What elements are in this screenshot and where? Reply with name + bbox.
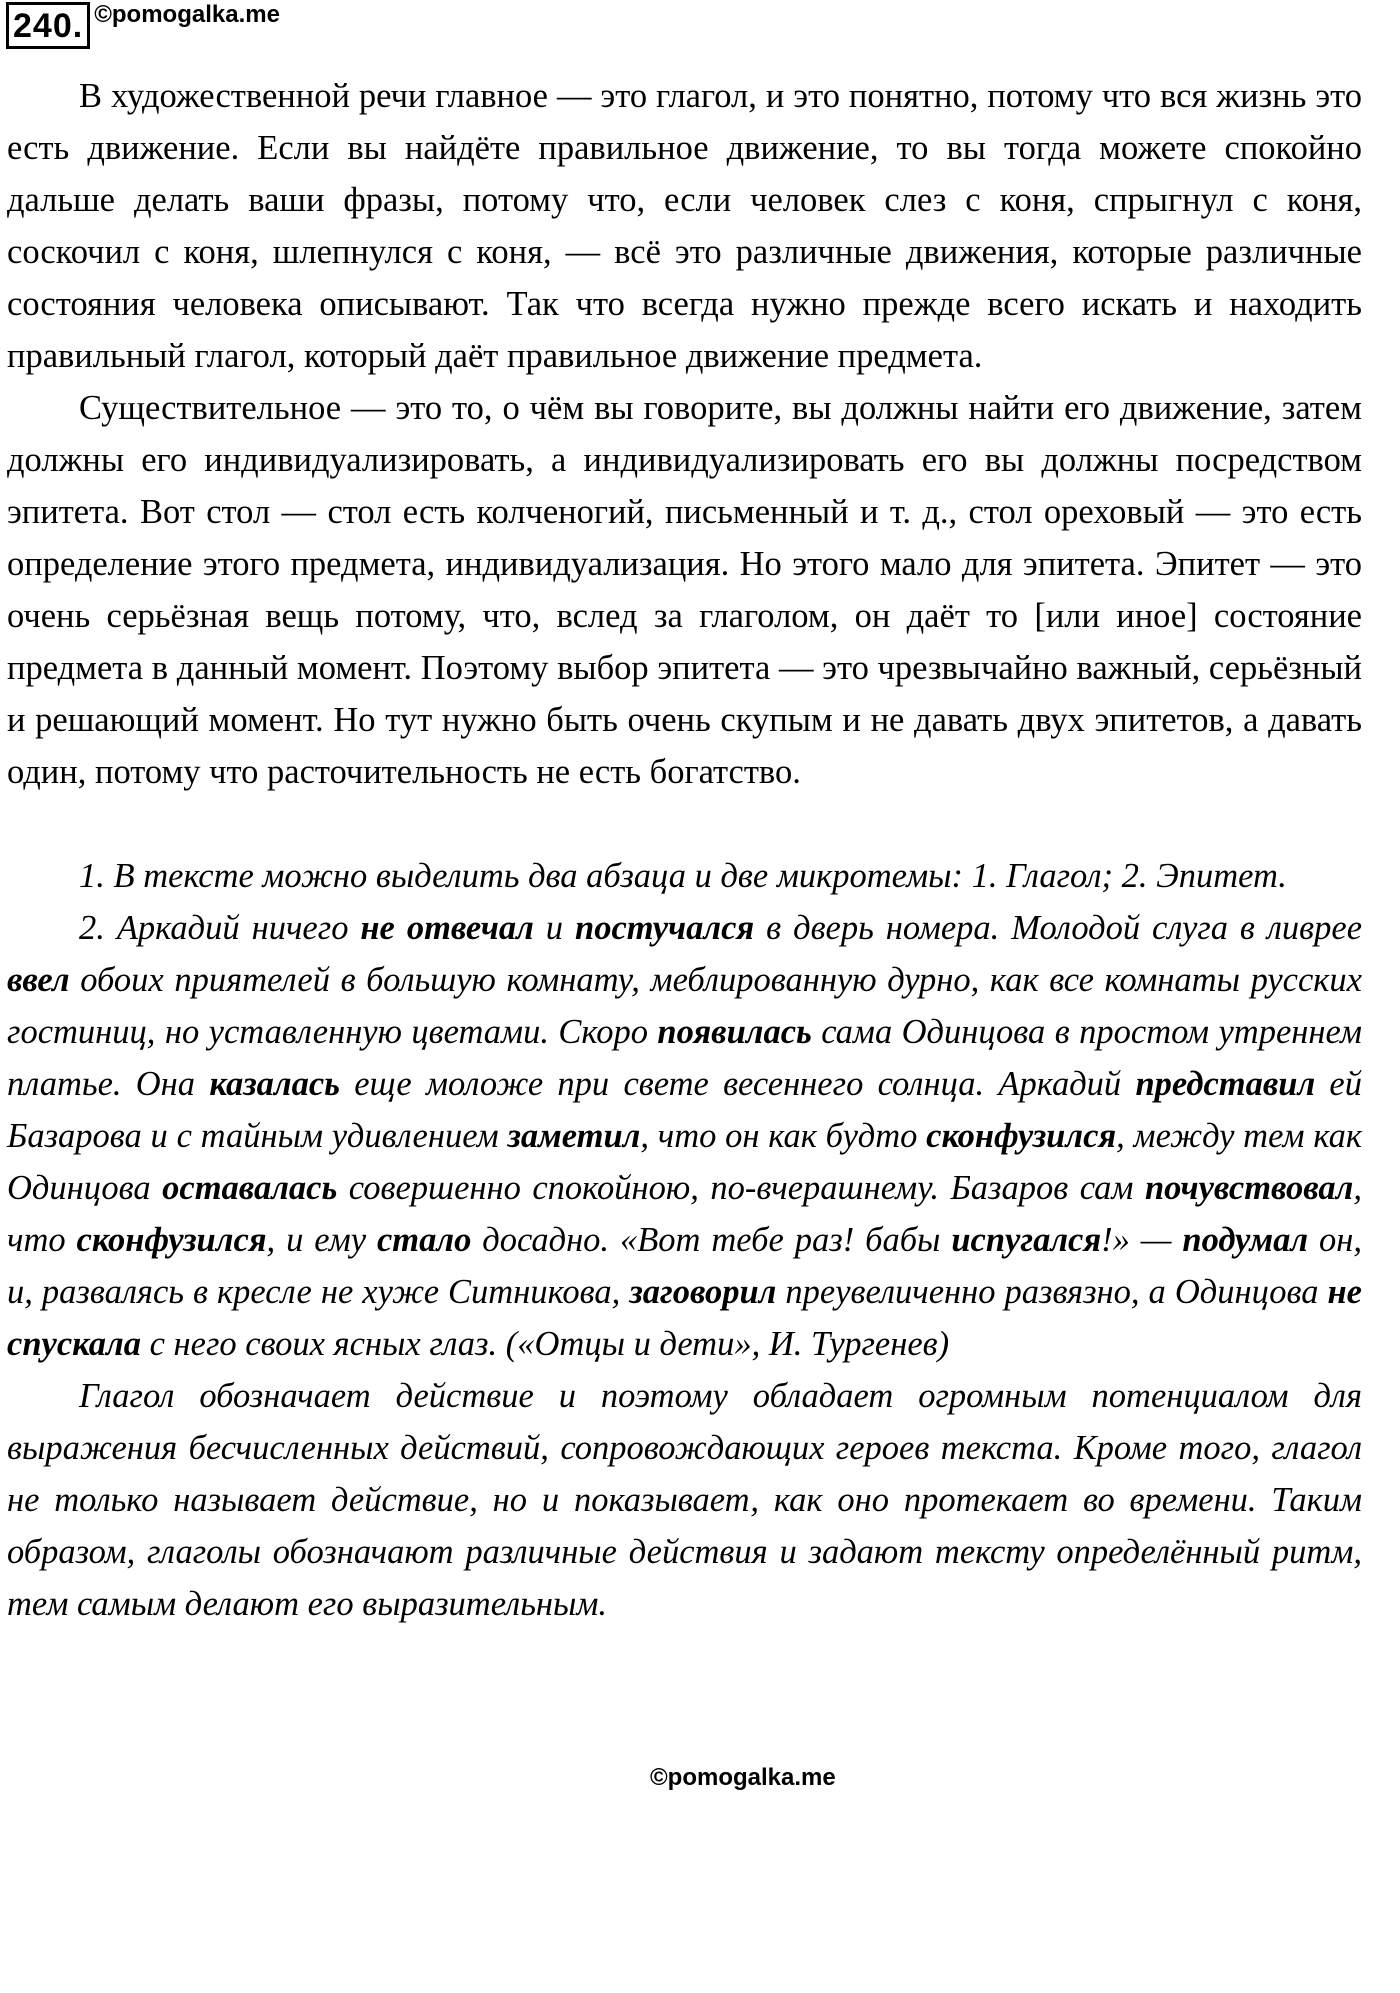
highlighted-verb: постучался bbox=[575, 909, 755, 947]
highlighted-verb: сконфузился bbox=[926, 1117, 1117, 1155]
answer-2-text: в дверь номера. Молодой слуга в ливрее bbox=[754, 909, 1363, 947]
highlighted-verb: испугался bbox=[951, 1221, 1102, 1259]
answer-2-text: совершенно спокойною, по-вчерашнему. Базаров сам bbox=[337, 1169, 1145, 1207]
highlighted-verb: сконфузился bbox=[76, 1221, 267, 1259]
answer-1: 1. В тексте можно выделить два абзаца и две микротемы: 1. Глагол; 2. Эпитет. bbox=[79, 857, 1287, 895]
answer-2-text: с него своих ясных глаз. («Отцы и дети», И. Тургенев) bbox=[140, 1325, 950, 1363]
answer-2-text: обоих приятелей в большую комнату, меблированную дурно, как все комнаты русских гостиниц, но уставленную цветами. Скоро bbox=[7, 961, 1362, 1051]
answer-2-text: !» — bbox=[1101, 1221, 1183, 1259]
watermark-top: ©pomogalka.me bbox=[94, 1, 280, 28]
paragraph-1: В художественной речи главное — это глагол, и это понятно, потому что вся жизнь это есть движение. Если вы найдёте правильное движение, то вы тогда можете спокойно дальше делать ваши фразы, потому что, если человек слез с коня, спрыгнул с коня, соскочил с коня, шлепнулся с коня, — всё это различные движения, которые различные состояния человека описывают. Так что всегда нужно прежде всего искать и находить правильный глагол, который даёт правильное движение предмета. bbox=[7, 77, 1362, 375]
highlighted-verb: не отвечал bbox=[360, 909, 534, 947]
highlighted-verb: заметил bbox=[507, 1117, 641, 1155]
highlighted-verb: представил bbox=[1135, 1065, 1316, 1103]
answer-2-text: преувеличенно развязно, а Одинцова bbox=[776, 1273, 1328, 1311]
answer-2-text: еще моложе при свете весеннего солнца. Аркадий bbox=[339, 1065, 1136, 1103]
answer-2 bbox=[7, 902, 1362, 1370]
answer-2-text: , и ему bbox=[266, 1221, 377, 1259]
highlighted-verb: стало bbox=[376, 1221, 472, 1259]
highlighted-verb: казалась bbox=[209, 1065, 340, 1103]
highlighted-verb: заговорил bbox=[629, 1273, 777, 1311]
answer-3: Глагол обозначает действие и поэтому обладает огромным потенциалом для выражения бесчисленных действий, сопровождающих героев текста. Кроме того, глагол не только называет действие, но и показывает, как оно протекает во времени. Таким образом, глаголы обозначают различные действия и задают тексту определённый ритм, тем самым делают его выразительным. bbox=[7, 1377, 1362, 1623]
content bbox=[7, 70, 1362, 1630]
highlighted-verb: оставалась bbox=[162, 1169, 338, 1207]
watermark-middle: ©pomogalka.me bbox=[650, 1764, 836, 1791]
highlighted-verb: не спускала bbox=[7, 1273, 1362, 1363]
answer-2-text: , что он как будто bbox=[640, 1117, 927, 1155]
answer-2-text: ей Базарова и с тайным удивлением bbox=[7, 1065, 1362, 1155]
highlighted-verb: почувствовал bbox=[1144, 1169, 1354, 1207]
header bbox=[0, 0, 280, 52]
answer-2-text: досадно. «Вот тебе раз! бабы bbox=[471, 1221, 952, 1259]
highlighted-verb: подумал bbox=[1182, 1221, 1309, 1259]
answer-2-text: он, и, развалясь в кресле не хуже Ситникова, bbox=[7, 1221, 1362, 1311]
spacer bbox=[7, 798, 1362, 850]
paragraph-2: Существительное — это то, о чём вы говорите, вы должны найти его движение, затем должны его индивидуализировать, а индивидуализировать его вы должны посредством эпитета. Вот стол — стол есть колченогий, письменный и т. д., стол ореховый — это есть определение этого предмета, индивидуализация. Но этого мало для эпитета. Эпитет — это очень серьёзная вещь потому, что, вслед за глаголом, он даёт то [или иное] состояние предмета в данный момент. Поэтому выбор эпитета — это чрезвычайно важный, серьёзный и решающий момент. Но тут нужно быть очень скупым и не давать двух эпитетов, а давать один, потому что расточительность не есть богатство. bbox=[7, 389, 1362, 791]
highlighted-verb: ввел bbox=[7, 961, 70, 999]
highlighted-verb: появилась bbox=[657, 1013, 812, 1051]
answer-2-text: 2. Аркадий ничего bbox=[79, 909, 361, 947]
exercise-number: 240. bbox=[6, 2, 90, 49]
answer-2-text: сама Одинцова в простом утреннем платье. Она bbox=[7, 1013, 1362, 1103]
answer-2-text: , что bbox=[7, 1169, 1362, 1259]
answer-2-text: и bbox=[533, 909, 576, 947]
answer-2-text: , между тем как Одинцова bbox=[7, 1117, 1362, 1207]
